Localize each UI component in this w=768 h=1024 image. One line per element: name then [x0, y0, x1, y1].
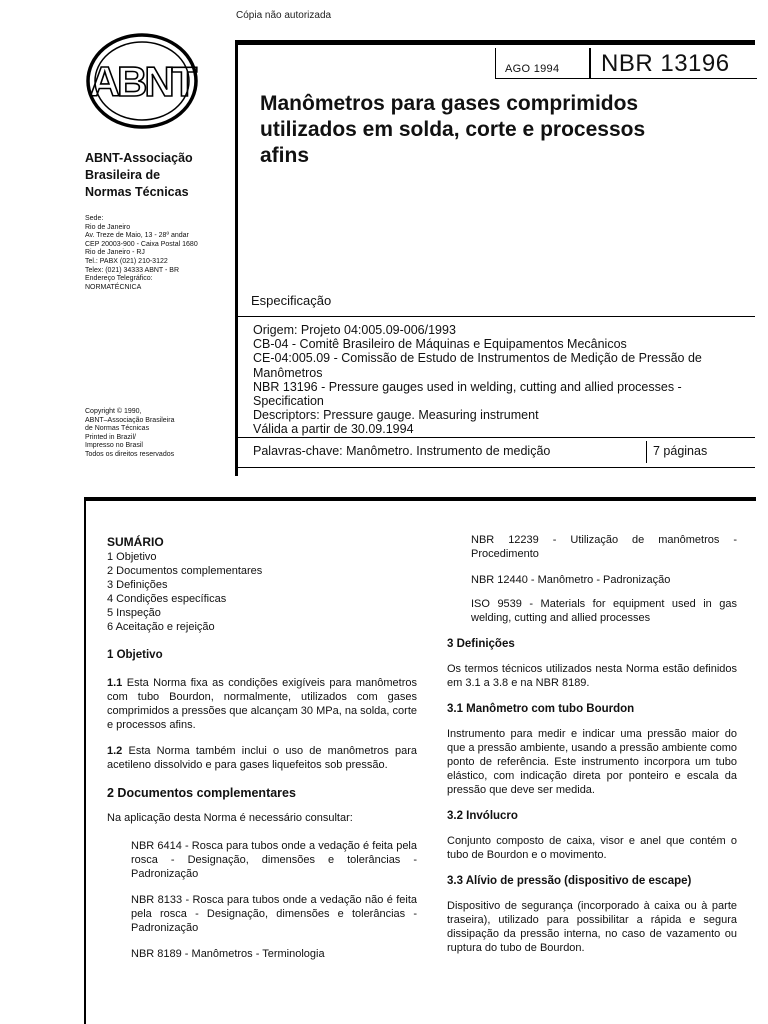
copyright-line: ABNT–Associação Brasileira	[85, 416, 175, 424]
reference-item: NBR 12440 - Manômetro - Padronização	[471, 574, 671, 586]
keywords-divider	[646, 441, 647, 463]
reference-item: ISO 9539 - Materials for equipment used in gas welding, cutting and allied processes	[471, 598, 737, 624]
body-left-rule	[84, 497, 86, 1024]
summary-item: 6 Aceitação e rejeição	[107, 621, 215, 633]
address-line: Telex: (021) 34333 ABNT - BR	[85, 266, 180, 274]
org-address	[85, 215, 198, 292]
address-line: Tel.: PABX (021) 210-3122	[85, 257, 168, 265]
section-3-3-heading: 3.3 Alívio de pressão (dispositivo de escape)	[447, 875, 692, 887]
document-type: Especificação	[251, 293, 332, 308]
org-name	[85, 150, 193, 201]
section-2-intro: Na aplicação desta Norma é necessário consultar:	[107, 812, 353, 824]
section-3-2-heading: 3.2 Invólucro	[447, 810, 518, 822]
copyright-line: de Normas Técnicas	[85, 425, 150, 433]
section-3-1-heading: 3.1 Manômetro com tubo Bourdon	[447, 703, 635, 715]
address-line: Endereço Telegráfico:	[85, 275, 153, 283]
standard-number: NBR 13196	[601, 50, 730, 77]
separator	[238, 467, 755, 468]
page-count: 7 páginas	[653, 444, 708, 458]
section-3-3-text: Dispositivo de segurança (incorporado à caixa ou à parte traseira), utilizado para possibilitar a rápida e segura dissipação da pressão interna, no caso de vazamento ou ruptura do tubo de Bourdon.	[447, 900, 737, 954]
header-top-rule	[235, 40, 755, 45]
copyright-line: Todos os direitos reservados	[85, 450, 175, 458]
paragraph-text: Esta Norma fixa as condições exigíveis para manômetros com tubo Bourdon, normalmente, utilizados com gases comprimidos a pressões que alcançam 30 MPa, na solda, corte e processos afins.	[107, 677, 417, 731]
section-3-2-text: Conjunto composto de caixa, visor e anel que contém o tubo de Bourdon e o movimento.	[447, 835, 737, 861]
header-left-rule	[235, 40, 238, 476]
origin-block	[253, 323, 753, 437]
summary-item: 5 Inspeção	[107, 607, 161, 619]
reference-item: NBR 8133 - Rosca para tubos onde a vedação não é feita pela rosca - Designação, dimensões e tolerâncias - Padronização	[131, 894, 417, 934]
separator	[238, 316, 755, 317]
summary-item: 3 Definições	[107, 579, 168, 591]
section-2-heading: 2 Documentos complementares	[107, 786, 296, 800]
watermark: Cópia não autorizada	[236, 10, 332, 21]
origin-line: NBR 13196 - Pressure gauges used in welding, cutting and allied processes -	[253, 379, 682, 394]
reference-item: NBR 8189 - Manômetros - Terminologia	[131, 948, 325, 960]
left-column	[107, 535, 417, 961]
origin-line: Válida a partir de 30.09.1994	[253, 422, 414, 437]
summary-item: 4 Condições específicas	[107, 593, 227, 605]
copyright-notice	[85, 408, 174, 460]
reference-item: NBR 6414 - Rosca para tubos onde a vedação é feita pela rosca - Designação, dimensões e tolerâncias - Padronização	[131, 840, 417, 880]
copyright-line: Impresso no Brasil	[85, 442, 143, 450]
right-column	[447, 533, 737, 955]
copyright-line: Printed in Brazil/	[85, 433, 136, 441]
copyright-line: Copyright © 1990,	[85, 408, 142, 415]
origin-line: Descriptors: Pressure gauge. Measuring instrument	[253, 408, 539, 423]
document-title	[260, 91, 760, 169]
summary-title: SUMÁRIO	[107, 535, 164, 549]
org-name-line: Brasileira de	[85, 168, 161, 182]
address-line: CEP 20003-900 - Caixa Postal 1680	[85, 240, 198, 248]
address-line: Sede:	[85, 215, 104, 222]
section-1-heading: 1 Objetivo	[107, 649, 163, 661]
paragraph-text: Esta Norma também inclui o uso de manômetros para acetileno dissolvido e para gases liquefeitos sob pressão.	[107, 745, 417, 771]
publication-date: AGO 1994	[505, 63, 560, 75]
paragraph-1-1	[107, 676, 417, 732]
origin-line: Manômetros	[253, 365, 323, 380]
origin-line: CE-04:005.09 - Comissão de Estudo de Instrumentos de Medição de Pressão de	[253, 351, 702, 366]
separator	[238, 437, 755, 438]
address-line: NORMATÉCNICA	[85, 283, 142, 291]
title-line: Manômetros para gases comprimidos	[260, 92, 639, 115]
section-3-heading: 3 Definições	[447, 638, 515, 650]
reference-item: NBR 12239 - Utilização de manômetros - Procedimento	[471, 534, 737, 560]
address-line: Av. Treze de Maio, 13 - 28º andar	[85, 232, 189, 240]
org-name-line: ABNT-Associação	[85, 151, 193, 165]
paragraph-number: 1.2	[107, 745, 123, 757]
body-top-rule	[84, 497, 756, 501]
paragraph-1-2	[107, 744, 417, 772]
abnt-logo	[86, 33, 198, 129]
section-3-1-text: Instrumento para medir e indicar uma pressão maior do que a pressão ambiente, usando a pressão ambiente como ponto de referência. Este instrumento incorpora um tubo elástico, com indicação direta por ponteiro e escala da pressão que deve ser medida.	[447, 728, 737, 796]
address-line: Rio de Janeiro - RJ	[85, 249, 145, 257]
origin-line: Origem: Projeto 04:005.09-006/1993	[253, 323, 456, 337]
summary-item: 2 Documentos complementares	[107, 565, 263, 577]
title-line: afins	[260, 144, 310, 167]
keywords: Palavras-chave: Manômetro. Instrumento de medição	[253, 444, 551, 458]
paragraph-number: 1.1	[107, 677, 123, 689]
summary-list	[107, 550, 417, 634]
origin-line: Specification	[253, 394, 324, 409]
summary-item: 1 Objetivo	[107, 551, 157, 563]
origin-line: CB-04 - Comitê Brasileiro de Máquinas e Equipamentos Mecânicos	[253, 337, 627, 352]
section-3-text: Os termos técnicos utilizados nesta Norma estão definidos em 3.1 a 3.8 e na NBR 8189.	[447, 663, 737, 689]
org-name-line: Normas Técnicas	[85, 185, 189, 199]
logo-text: ABNT	[89, 58, 195, 105]
address-line: Rio de Janeiro	[85, 223, 131, 231]
title-line: utilizados em solda, corte e processos	[260, 118, 646, 141]
